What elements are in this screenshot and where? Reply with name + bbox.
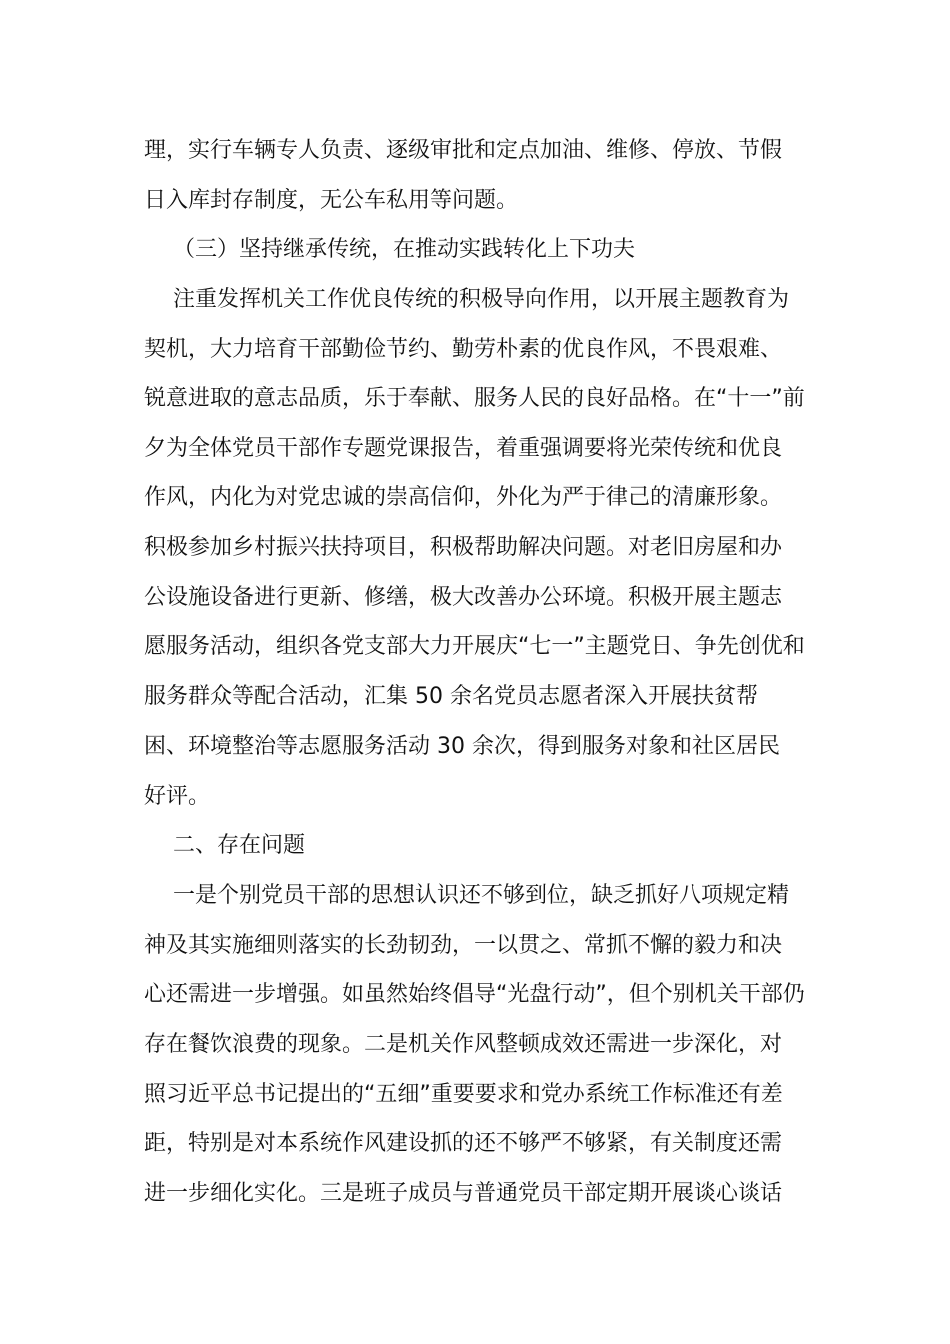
text-line: 好评。	[144, 784, 211, 809]
section-heading: （三）坚持继承传统，在推动实践转化上下功夫	[173, 237, 636, 262]
text-line: 愿服务活动，组织各党支部大力开展庆“七一”主题党日、争先创优和	[144, 634, 805, 659]
text-line: 困、环境整治等志愿服务活动 30 余次，得到服务对象和社区居民	[144, 734, 780, 759]
text-line: 服务群众等配合活动，汇集 50 余名党员志愿者深入开展扶贫帮	[144, 684, 758, 709]
text-line: 照习近平总书记提出的“五细”重要要求和党办系统工作标准还有差	[144, 1082, 783, 1107]
text-line: 积极参加乡村振兴扶持项目，积极帮助解决问题。对老旧房屋和办	[144, 535, 783, 560]
text-line: 理，实行车辆专人负责、逐级审批和定点加油、维修、停放、节假	[144, 138, 783, 163]
text-line: 神及其实施细则落实的长劲韧劲，一以贯之、常抓不懈的毅力和决	[144, 933, 783, 958]
text-line: 心还需进一步增强。如虽然始终倡导“光盘行动”，但个别机关干部仍	[144, 982, 805, 1007]
text-line: 一是个别党员干部的思想认识还不够到位，缺乏抓好八项规定精	[173, 883, 790, 908]
text-line: 锐意进取的意志品质，乐于奉献、服务人民的良好品格。在“十一”前	[144, 386, 805, 411]
text-line: 公设施设备进行更新、修缮，极大改善办公环境。积极开展主题志	[144, 585, 783, 610]
text-line: 存在餐饮浪费的现象。二是机关作风整顿成效还需进一步深化，对	[144, 1032, 783, 1057]
text-line: 契机，大力培育干部勤俭节约、勤劳朴素的优良作风，不畏艰难、	[144, 337, 783, 362]
text-line: 日入库封存制度，无公车私用等问题。	[144, 188, 519, 213]
text-line: 注重发挥机关工作优良传统的积极导向作用，以开展主题教育为	[173, 287, 790, 312]
text-line: 作风，内化为对党忠诚的崇高信仰，外化为严于律己的清廉形象。	[144, 485, 783, 510]
text-line: 夕为全体党员干部作专题党课报告，着重强调要将光荣传统和优良	[144, 436, 783, 461]
section-heading: 二、存在问题	[173, 833, 306, 858]
text-line: 进一步细化实化。三是班子成员与普通党员干部定期开展谈心谈话	[144, 1181, 783, 1206]
text-line: 距，特别是对本系统作风建设抓的还不够严不够紧，有关制度还需	[144, 1131, 783, 1156]
